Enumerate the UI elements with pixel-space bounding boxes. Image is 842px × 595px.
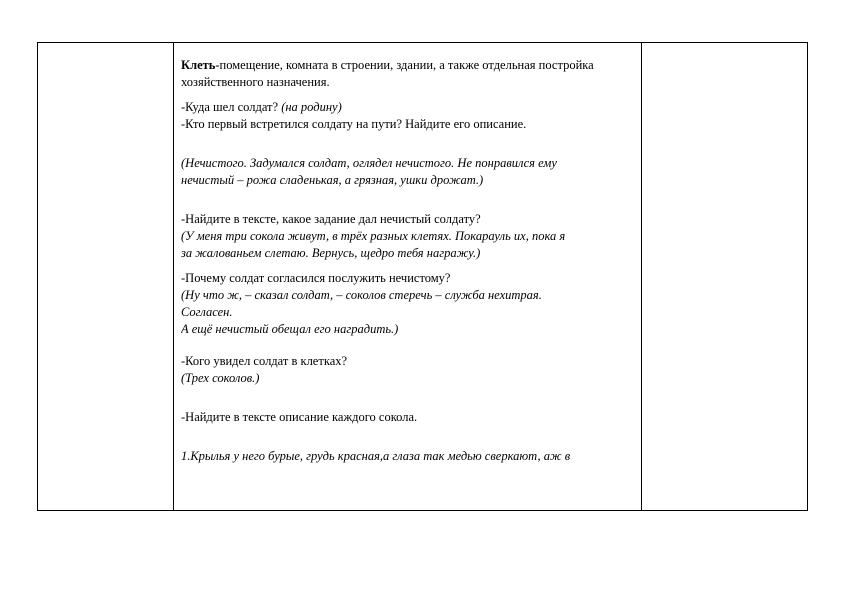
definition-line-2: хозяйственного назначения.: [181, 75, 330, 89]
answer-4-line-1: (Ну что ж, – сказал солдат, – соколов стеречь – служба нехитрая.: [181, 288, 542, 302]
column-divider-right: [641, 43, 642, 510]
answer-3-line-2: за жалованьем слетаю. Вернусь, щедро тебя награжу.): [181, 246, 481, 260]
answer-1: (на родину): [281, 100, 342, 114]
lesson-content-cell: [181, 57, 641, 509]
answer-6-line-1: 1.Крылья у него бурые, грудь красная,а глаза так медью сверкают, аж в: [181, 449, 571, 463]
question-3: -Найдите в тексте, какое задание дал нечистый солдату?: [181, 212, 481, 226]
question-4: -Почему солдат согласился послужить нечистому?: [181, 271, 451, 285]
term: Клеть: [181, 58, 216, 72]
answer-4-line-2: Согласен.: [181, 305, 233, 319]
answer-5: (Трех соколов.): [181, 371, 260, 385]
column-divider-left: [173, 43, 174, 510]
question-2: -Кто первый встретился солдату на пути? Найдите его описание.: [181, 117, 527, 131]
answer-3-line-1: (У меня три сокола живут, в трёх разных клетях. Покарауль их, пока я: [181, 229, 566, 243]
definition-line-1: Клеть-помещение, комната в строении, здании, а также отдельная постройка: [181, 58, 594, 72]
answer-4-line-3: А ещё нечистый обещал его наградить.): [181, 322, 399, 336]
question-1: -Куда шел солдат? (на родину): [181, 100, 342, 114]
question-6: -Найдите в тексте описание каждого сокола.: [181, 410, 418, 424]
answer-2-line-1: (Нечистого. Задумался солдат, оглядел нечистого. Не понравился ему: [181, 156, 557, 170]
question-5: -Кого увидел солдат в клетках?: [181, 354, 348, 368]
answer-2-line-2: нечистый – рожа сладенькая, а грязная, ушки дрожат.): [181, 173, 484, 187]
